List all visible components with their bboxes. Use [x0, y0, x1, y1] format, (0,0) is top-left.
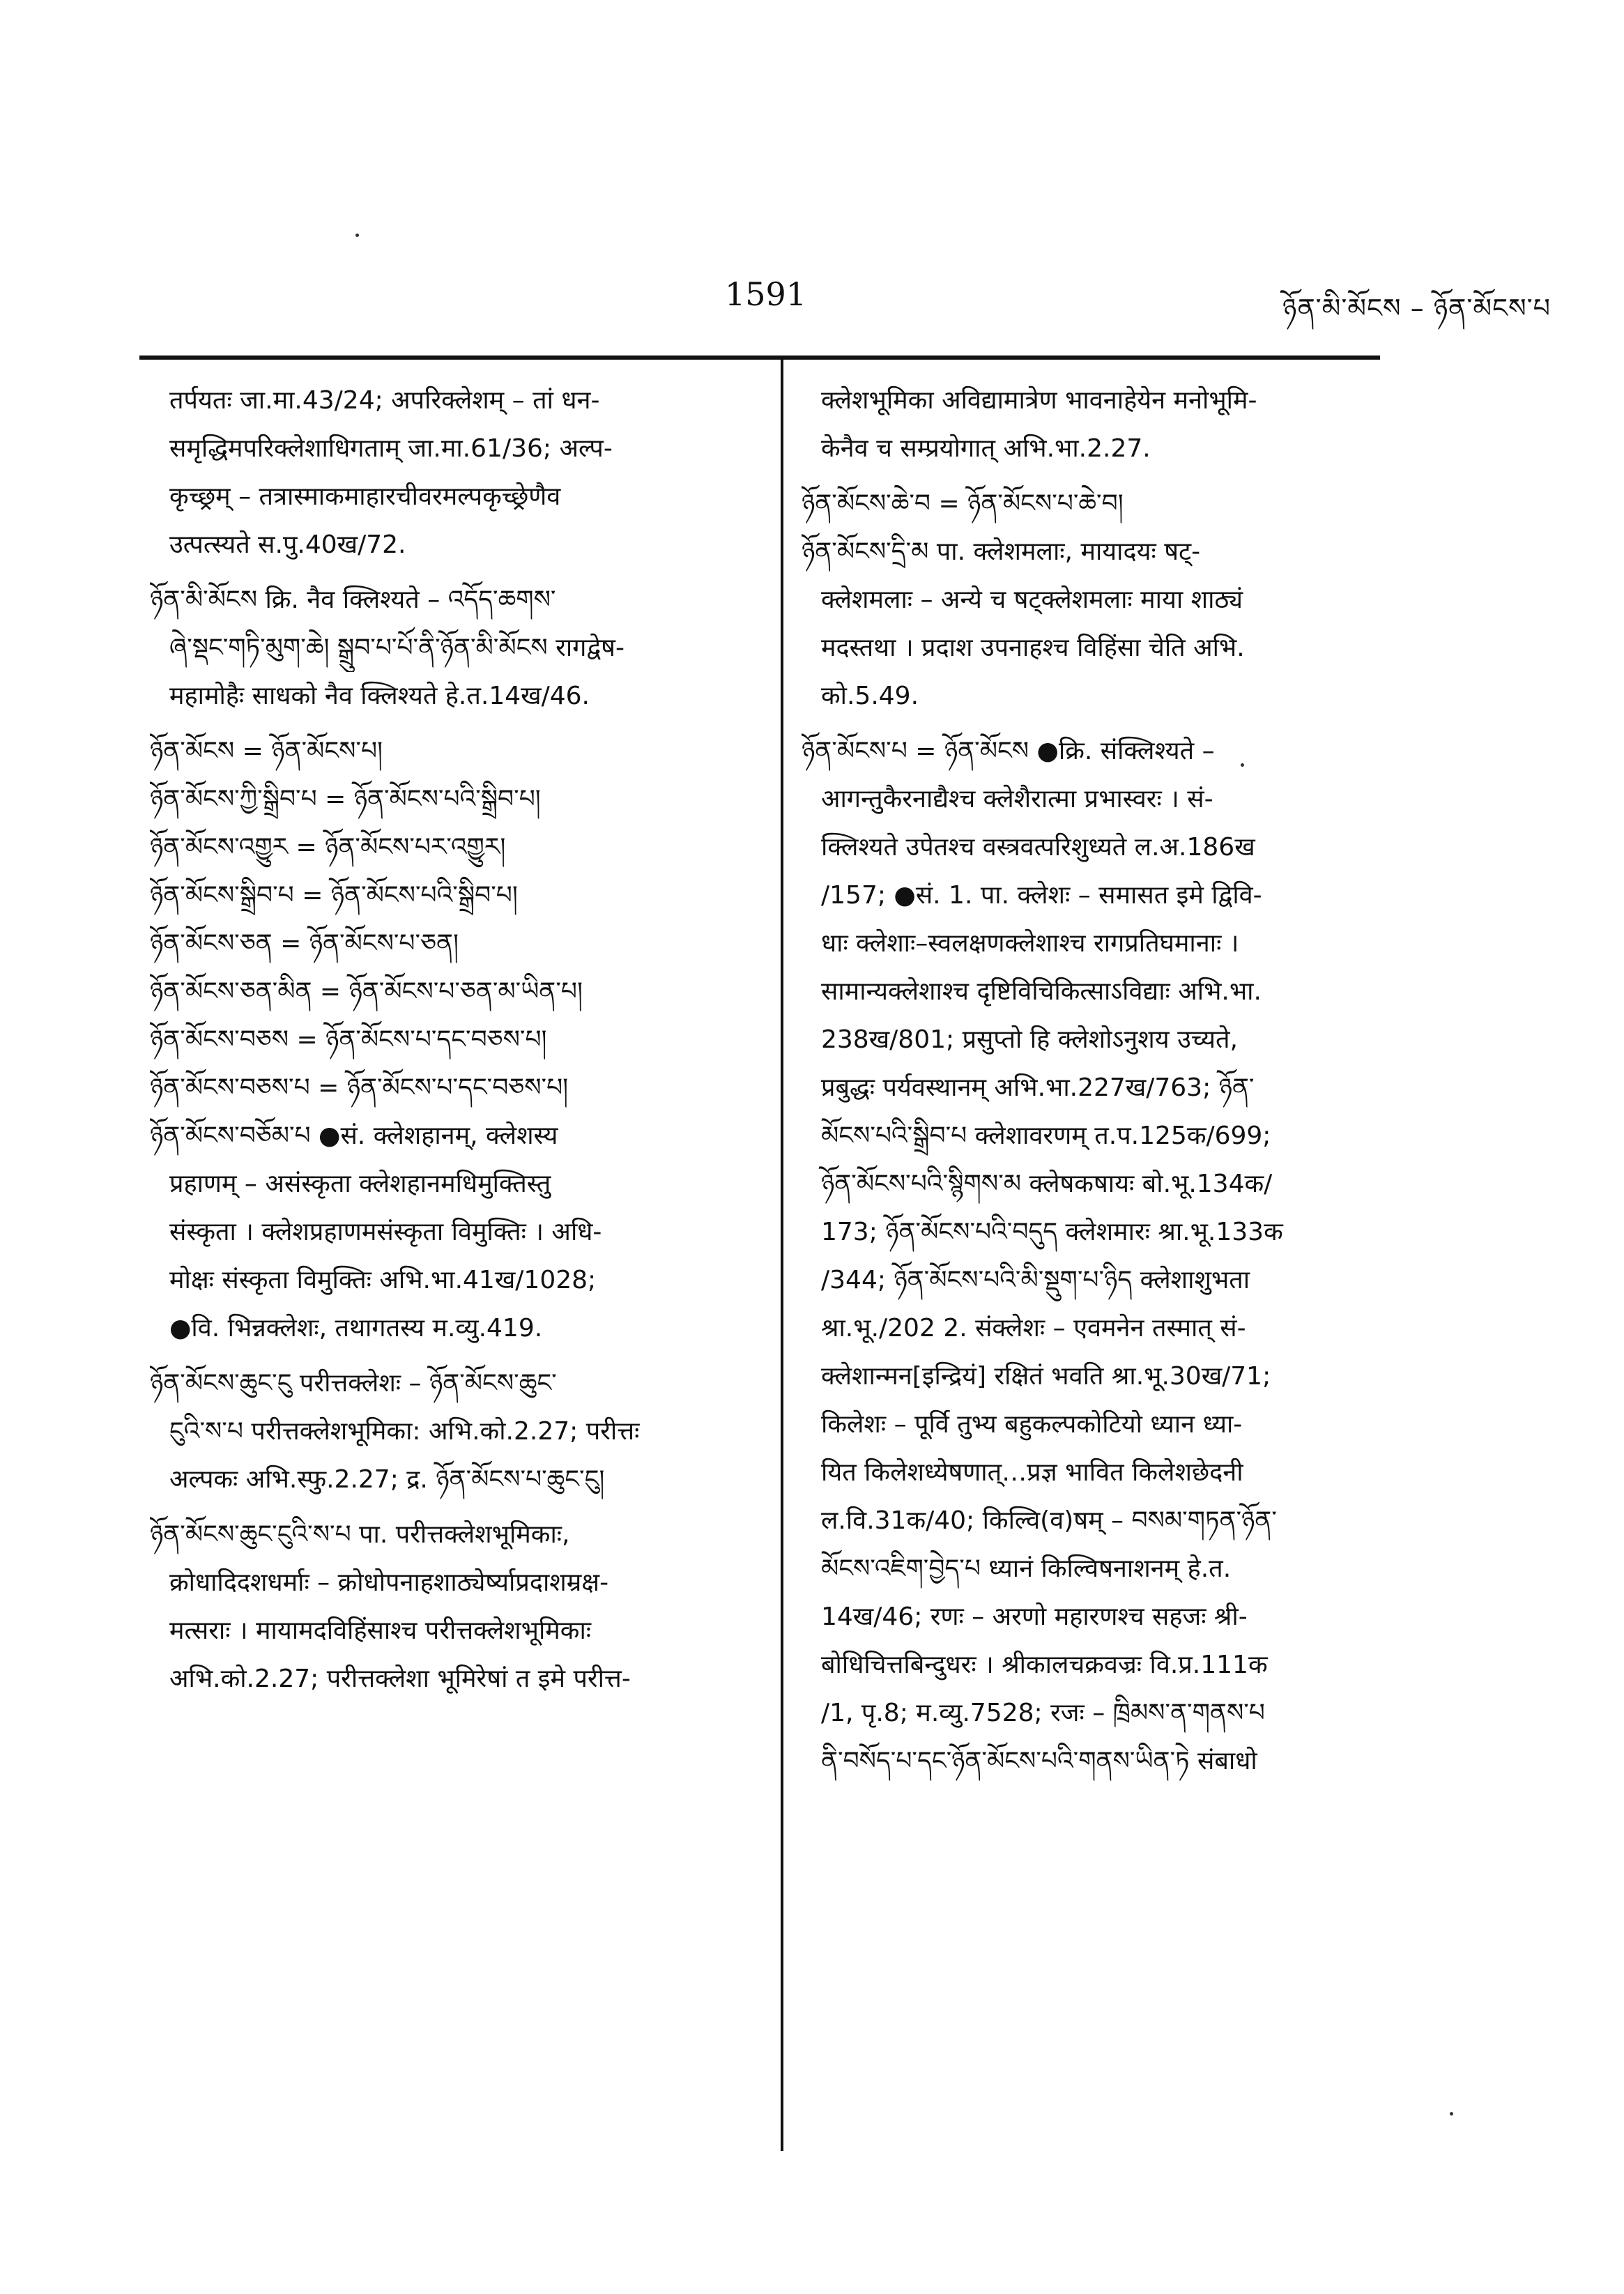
text-line: ཉོན་མོངས་ཆེ་བ = ཉོན་མོངས་པ་ཆེ་བ། [802, 489, 1124, 518]
text-line: ཉོན་མོངས་ཅན = ཉོན་མོངས་པ་ཅན། [150, 929, 459, 958]
text-line: /1, पृ.8; म.व्यु.7528; रजः – ཁྲིམས་ན་གནས་པ [821, 1699, 1265, 1727]
text-line: महामोहैः साधको नैव क्लिश्यते हे.त.14ख/46. [169, 682, 590, 710]
text-line: ཉོན་མོངས་བཅས་པ = ཉོན་མོངས་པ་དང་བཅས་པ། [150, 1073, 569, 1102]
text-line: किलेशः – पूर्वि तुभ्य बहुकल्पकोटियो ध्यान ध्या- [821, 1410, 1243, 1439]
stray-mark [355, 234, 359, 237]
text-line: /344; ཉོན་མོངས་པའི་མི་སྡུག་པ་ཉིད क्लेशाशुभता [821, 1266, 1250, 1294]
text-line: क्लिश्यते उपेतश्च वस्त्रवत्परिशुध्यते ल.अ.186ख [821, 833, 1255, 862]
text-line: མོངས་པའི་སྒྲིབ་པ क्लेशावरणम् त.प.125क/699; [821, 1122, 1271, 1150]
text-line: समृद्धिमपरिक्लेशाधिगताम् जा.मा.61/36; अल्प- [169, 434, 613, 463]
text-line: /157; ●सं. 1. पा. क्लेशः – समासत इमे द्विवि- [821, 881, 1262, 910]
stray-mark [1241, 763, 1244, 767]
text-line: ཉོན་མོངས་བཅས = ཉོན་མོངས་པ་དང་བཅས་པ། [150, 1025, 547, 1054]
header-rule [139, 355, 1380, 360]
text-line: ཉོན་མོངས་ཅན་མིན = ཉོན་མོངས་པ་ཅན་མ་ཡིན་པ། [150, 977, 583, 1006]
text-line: क्लेशान्मन[इन्द्रियं] रक्षितं भवति श्रा.भू.30ख/71; [821, 1362, 1271, 1391]
text-line: उत्पत्स्यते स.पु.40ख/72. [169, 530, 406, 559]
text-line: केनैव च सम्प्रयोगात् अभि.भा.2.27. [821, 434, 1151, 463]
text-line: तर्पयतः जा.मा.43/24; अपरिक्लेशम् – तां धन- [169, 386, 600, 415]
text-line: यित किलेशध्येषणात्…प्रज्ञ भावित किलेशछेदनी [821, 1458, 1243, 1487]
text-line: धाः क्लेशाः–स्वलक्षणक्लेशाश्च रागप्रतिघमानाः । [821, 929, 1239, 958]
text-line: ངུའི་ས་པ परीत्तक्लेशभूमिका: अभि.को.2.27; परीत्तः [169, 1417, 640, 1446]
text-line: 173; ཉོན་མོངས་པའི་བདུད क्लेशमारः श्रा.भू.133क [821, 1218, 1283, 1246]
text-line: मत्सराः । मायामदविहिंसाश्च परीत्तक्लेशभूमिकाः [169, 1616, 592, 1645]
text-line: ●वि. भिन्नक्लेशः, तथागतस्य म.व्यु.419. [169, 1314, 543, 1343]
text-line: ཉོན་མི་མོངས क्रि. नैव क्लिश्यते – འདོད་ཆགས་ [150, 586, 556, 614]
text-line: कृच्छ्रम् – तत्रास्माकमाहारचीवरमल्पकृच्छ्रेणैव [169, 482, 561, 511]
text-line: आगन्तुकैरनाद्यैश्च क्लेशैरात्मा प्रभास्वरः । सं- [821, 785, 1213, 813]
right-column [802, 376, 1387, 1785]
text-line: क्लेशभूमिका अविद्यामात्रेण भावनाहेयेन मनोभूमि- [821, 386, 1257, 415]
text-line: संस्कृता । क्लेशप्रहाणमसंस्कृता विमुक्तिः । अधि- [169, 1218, 602, 1246]
text-line: ཉོན་མོངས་པའི་སྙིགས་མ क्लेषकषायः बो.भू.134क/ [821, 1170, 1273, 1198]
text-line: ल.वि.31क/40; किल्वि(व)षम् – བསམ་གཏན་ཉོན་ [821, 1506, 1277, 1535]
left-column [150, 376, 749, 1703]
text-line: क्लेशमलाः – अन्ये च षट्क्लेशमलाः माया शाठ्यं [821, 586, 1243, 614]
text-line: མོངས་འཇིག་བྱེད་པ ध्यानं किल्विषनाशनम् हे.त. [821, 1554, 1232, 1583]
text-line: ཉོན་མོངས་ཆུང་ངུ परीत्तक्लेशः – ཉོན་མོངས་ཆུང་ [150, 1369, 557, 1398]
running-head: ཉོན་མི་མོངས – ཉོན་མོངས་པ [1282, 293, 1551, 323]
text-line: क्रोधादिदशधर्माः – क्रोधोपनाहशाठ्येर्ष्याप्रदाशम्रक्ष- [169, 1568, 609, 1597]
text-line: अल्पकः अभि.स्फु.2.27; द्र. ཉོན་མོངས་པ་ཆུང་ངུ། [169, 1465, 605, 1494]
text-line: ནི་བསོད་པ་དང་ཉོན་མོངས་པའི་གནས་ཡིན་ཏེ संबाधो [821, 1747, 1257, 1775]
text-line: ཞེ་སྡང་གཏི་མུག་ཆེ། སྒྲུབ་པ་པོ་ནི་ཉོན་མི་མོངས रागद्वेष- [169, 634, 625, 662]
text-line: मदस्तथा । प्रदाश उपनाहश्च विहिंसा चेति अभि. [821, 634, 1245, 662]
text-line: 14ख/46; रणः – अरणो महारणश्च सहजः श्री- [821, 1603, 1248, 1631]
text-line: को.5.49. [821, 682, 919, 710]
text-line: प्रबुद्धः पर्यवस्थानम् अभि.भा.227ख/763; ཉོན་ [821, 1073, 1255, 1102]
text-line: ཉོན་མོངས་སྒྲིབ་པ = ཉོན་མོངས་པའི་སྒྲིབ་པ། [150, 881, 518, 910]
text-line: मोक्षः संस्कृता विमुक्तिः अभि.भा.41ख/1028; [169, 1266, 597, 1294]
text-line: प्रहाणम् – असंस्कृता क्लेशहानमधिमुक्तिस्तु [169, 1170, 551, 1198]
stray-mark [1450, 2112, 1453, 2116]
page-number: 1591 [725, 275, 807, 313]
column-divider [781, 360, 783, 2151]
text-line: अभि.को.2.27; परीत्तक्लेशा भूमिरेषां त इमे परीत्त- [169, 1665, 631, 1693]
text-line: सामान्यक्लेशाश्च दृष्टिविचिकित्साऽविद्याः अभि.भा. [821, 977, 1262, 1006]
text-line: ཉོན་མོངས་ཀྱི་སྒྲིབ་པ = ཉོན་མོངས་པའི་སྒྲིབ་པ། [150, 785, 541, 813]
text-line: ཉོན་མོངས་པ = ཉོན་མོངས ●क्रि. संक्लिश्यते – [802, 737, 1215, 765]
text-line: श्रा.भू./202 2. संक्लेशः – एवमनेन तस्मात् सं- [821, 1314, 1246, 1343]
text-line: ཉོན་མོངས་འགྱུར = ཉོན་མོངས་པར་འགྱུར། [150, 833, 506, 862]
text-line: ཉོན་མོངས་ཆུང་ངུའི་ས་པ पा. परीत्तक्लेशभूमिकाः, [150, 1520, 570, 1549]
text-line: बोधिचित्तबिन्दुधरः । श्रीकालचक्रवज्रः वि.प्र.111क [821, 1651, 1268, 1679]
text-line: ཉོན་མོངས་བཅོམ་པ ●सं. क्लेशहानम्, क्लेशस्य [150, 1122, 558, 1150]
text-line: ཉོན་མོངས་དྲི་མ पा. क्लेशमलाः, मायादयः षट्- [802, 537, 1201, 566]
text-line: ཉོན་མོངས = ཉོན་མོངས་པ། [150, 737, 383, 765]
text-line: 238ख/801; प्रसुप्तो हि क्लेशोऽनुशय उच्यते, [821, 1025, 1238, 1054]
